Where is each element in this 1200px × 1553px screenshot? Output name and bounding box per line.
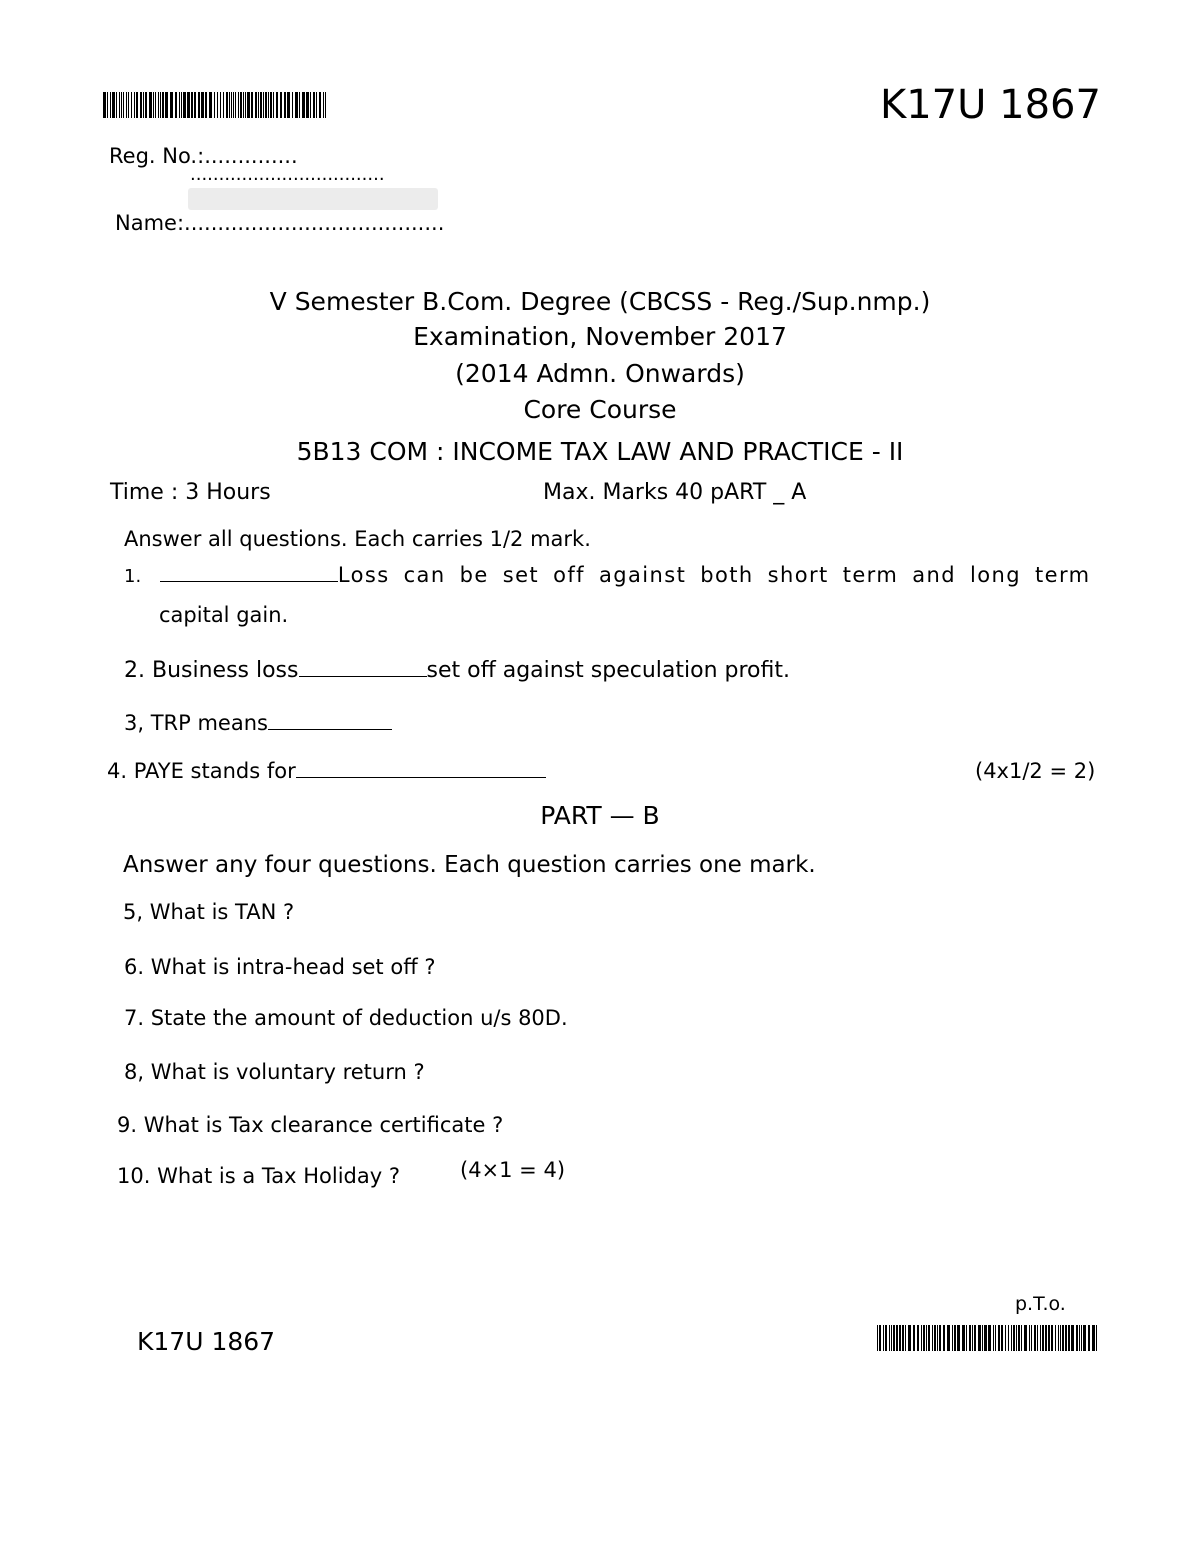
question-4-blank — [296, 759, 546, 778]
title-core-course: Core Course — [523, 395, 677, 424]
title-semester: V Semester B.Com. Degree (CBCSS - Reg./Sup.nmp.) — [269, 287, 931, 316]
question-4-text: 4. PAYE stands for — [107, 759, 296, 783]
question-5: 5, What is TAN ? — [123, 900, 295, 924]
title-admission: (2014 Admn. Onwards) — [455, 359, 745, 388]
question-1 — [124, 563, 1091, 587]
question-1-continued: capital gain. — [159, 603, 289, 627]
question-10: 10. What is a Tax Holiday ? — [117, 1164, 400, 1188]
max-marks-label: Max. Marks 40 pART _ A — [543, 480, 807, 505]
question-1-text: Loss can be set off against both short term and long term — [337, 563, 1091, 587]
extra-dots-line: .................................. — [190, 164, 385, 185]
time-label: Time : 3 Hours — [110, 480, 271, 505]
part-a-instruction: Answer all questions. Each carries 1/2 mark. — [124, 527, 591, 551]
paper-code-top: K17U 1867 — [880, 82, 1101, 128]
name-field — [115, 211, 444, 235]
question-4 — [107, 759, 546, 783]
paper-code-bottom: K17U 1867 — [137, 1327, 276, 1356]
reg-no-label: Reg. No.: — [109, 144, 205, 168]
question-1-blank — [160, 563, 338, 582]
question-8: 8, What is voluntary return ? — [124, 1060, 425, 1084]
barcode-bottom — [877, 1325, 1097, 1351]
part-a-marks: (4x1/2 = 2) — [975, 759, 1096, 783]
pto-label: p.T.o. — [1015, 1293, 1066, 1315]
title-examination: Examination, November 2017 — [413, 322, 787, 351]
question-2-blank — [299, 658, 427, 677]
question-3 — [124, 711, 392, 735]
part-b-heading: PART — B — [540, 801, 660, 830]
question-3-blank — [268, 711, 392, 730]
question-2-start: 2. Business loss — [124, 658, 299, 683]
barcode-top — [103, 92, 327, 118]
part-b-instruction: Answer any four questions. Each question carries one mark. — [123, 852, 816, 878]
question-1-number: 1. — [124, 566, 142, 587]
name-label: Name: — [115, 211, 185, 235]
question-3-text: 3, TRP means — [124, 711, 268, 735]
reg-no-dots: .............. — [204, 144, 298, 168]
question-7: 7. State the amount of deduction u/s 80D. — [124, 1006, 568, 1030]
title-course-name: 5B13 COM : INCOME TAX LAW AND PRACTICE - II — [296, 437, 904, 466]
name-dots: ....................................... — [184, 211, 445, 235]
part-b-marks: (4×1 = 4) — [460, 1158, 566, 1182]
question-2-end: set off against speculation profit. — [426, 658, 790, 683]
question-9: 9. What is Tax clearance certificate ? — [117, 1113, 504, 1137]
question-2 — [124, 658, 790, 683]
redaction-smudge — [188, 188, 438, 210]
question-6: 6. What is intra-head set off ? — [124, 955, 436, 979]
